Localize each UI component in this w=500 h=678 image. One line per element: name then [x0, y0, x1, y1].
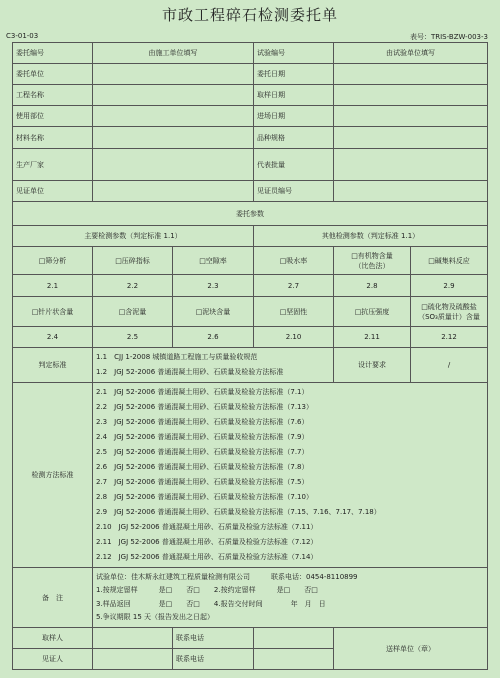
- method-standard-label: 检测方法标准: [13, 383, 93, 568]
- value-spec[interactable]: [334, 127, 488, 149]
- param-num: 2.5: [93, 327, 173, 348]
- method-standard-item: 2.8 JGJ 52-2006 普通混凝土用砂、石质量及检验方法标准（7.10）: [96, 493, 313, 501]
- label-use-part: 使用部位: [13, 106, 93, 127]
- param-num: 2.11: [334, 327, 411, 348]
- param-num: 2.9: [411, 275, 488, 297]
- method-standard-item: 2.2 JGJ 52-2006 普通混凝土用砂、石质量及检验方法标准（7.13）: [96, 403, 313, 411]
- value-manufacturer[interactable]: [93, 149, 254, 181]
- checkbox-sieve-analysis[interactable]: □筛分析: [13, 247, 93, 275]
- method-standard-list: [93, 383, 488, 568]
- param-num: 2.8: [334, 275, 411, 297]
- checkbox-compressive-strength[interactable]: □抗压强度: [334, 297, 411, 327]
- judge-standard-item: 1.1 CJJ 1-2008 城镇道路工程施工与质量验收规范: [96, 353, 258, 361]
- method-standard-item: 2.6 JGJ 52-2006 普通混凝土用砂、石质量及检验方法标准（7.8）: [96, 463, 309, 471]
- label-material-name: 材料名称: [13, 127, 93, 149]
- method-standard-item: 2.7 JGJ 52-2006 普通混凝土用砂、石质量及检验方法标准（7.5）: [96, 478, 309, 486]
- value-weituo-no[interactable]: 由施工单位填写: [93, 43, 254, 64]
- param-num: 2.12: [411, 327, 488, 348]
- value-shiyan-no[interactable]: 由试验单位填写: [334, 43, 488, 64]
- label-project-name: 工程名称: [13, 85, 93, 106]
- method-standard-item: 2.10 JGJ 52-2006 普通混凝土用砂、石质量及检验方法标准（7.11）: [96, 523, 318, 531]
- label-sample-date: 取样日期: [254, 85, 334, 106]
- value-witness-no[interactable]: [334, 181, 488, 202]
- checkbox-crushing-index[interactable]: □压碎指标: [93, 247, 173, 275]
- notes-line: 试验单位：佳木斯永红建筑工程质量检测有限公司 联系电话：0454-8110899: [96, 572, 358, 581]
- organic-content-label: □有机物含量: [351, 251, 393, 260]
- method-standard-item: 2.5 JGJ 52-2006 普通混凝土用砂、石质量及检验方法标准（7.7）: [96, 448, 309, 456]
- label-witness-no: 见证员编号: [254, 181, 334, 202]
- param-num: 2.3: [173, 275, 254, 297]
- label-manufacturer: 生产厂家: [13, 149, 93, 181]
- label-weituo-unit: 委托单位: [13, 64, 93, 85]
- checkbox-flaky-content[interactable]: □针片状含量: [13, 297, 93, 327]
- sampler-phone-value[interactable]: [254, 628, 334, 649]
- label-shiyan-no: 试验编号: [254, 43, 334, 64]
- value-weituo-date[interactable]: [334, 64, 488, 85]
- checkbox-soundness[interactable]: □坚固性: [254, 297, 334, 327]
- judge-standard-label: 判定标准: [13, 348, 93, 383]
- main-params-title: 主要检测参数（判定标准 1.1）: [13, 226, 254, 247]
- method-standard-item: 2.1 JGJ 52-2006 普通混凝土用砂、石质量及检验方法标准（7.1）: [96, 388, 309, 396]
- design-requirement-label: 设计要求: [334, 348, 411, 383]
- form-title: 市政工程碎石检测委托单: [161, 6, 338, 24]
- label-spec: 品种规格: [254, 127, 334, 149]
- judge-standard-list: [93, 348, 334, 383]
- checkbox-alkali-aggregate[interactable]: □碱集料反应: [411, 247, 488, 275]
- checkbox-sulfide-sulfate[interactable]: [411, 297, 488, 327]
- send-unit-stamp: 送样单位（章）: [334, 628, 488, 670]
- params-section-title: 委托参数: [13, 202, 488, 226]
- sampler-value[interactable]: [93, 628, 173, 649]
- value-rep-batch[interactable]: [334, 149, 488, 181]
- organic-content-method: （比色法）: [354, 261, 390, 270]
- param-num: 2.10: [254, 327, 334, 348]
- checkbox-organic-content[interactable]: [334, 247, 411, 275]
- value-project-name[interactable]: [93, 85, 254, 106]
- witness-phone-label: 联系电话: [173, 649, 254, 670]
- param-num: 2.1: [13, 275, 93, 297]
- notes-content: [93, 568, 488, 628]
- sampler-phone-label: 联系电话: [173, 628, 254, 649]
- value-weituo-unit[interactable]: [93, 64, 254, 85]
- design-requirement-value[interactable]: /: [411, 348, 488, 383]
- value-arrive-date[interactable]: [334, 106, 488, 127]
- param-num: 2.6: [173, 327, 254, 348]
- notes-label: 备 注: [13, 568, 93, 628]
- value-sample-date[interactable]: [334, 85, 488, 106]
- witness-phone-value[interactable]: [254, 649, 334, 670]
- label-weituo-date: 委托日期: [254, 64, 334, 85]
- value-material-name[interactable]: [93, 127, 254, 149]
- param-num: 2.2: [93, 275, 173, 297]
- method-standard-item: 2.12 JGJ 52-2006 普通混凝土用砂、石质量及检验方法标准（7.14）: [96, 553, 318, 561]
- commission-table: [12, 42, 488, 670]
- checkbox-clay-lump-content[interactable]: □泥块含量: [173, 297, 254, 327]
- notes-line: 3.样品返回 是□ 否□ 4.报告交付时间 年 月 日: [96, 599, 326, 608]
- sulfide-sulfate-unit: （SO₃质量计）含量: [418, 312, 480, 321]
- form-table-number: 表号：TRIS-BZW-003-3: [409, 33, 488, 41]
- witness-label: 见证人: [13, 649, 93, 670]
- method-standard-item: 2.3 JGJ 52-2006 普通混凝土用砂、石质量及检验方法标准（7.6）: [96, 418, 309, 426]
- sampler-label: 取样人: [13, 628, 93, 649]
- method-standard-item: 2.11 JGJ 52-2006 普通混凝土用砂、石质量及检验方法标准（7.12）: [96, 538, 318, 546]
- notes-line: 5.争议期限 15 天（报告发出之日起）: [96, 612, 215, 621]
- sulfide-sulfate-label: □硫化物及硫酸盐: [421, 302, 477, 311]
- checkbox-water-absorption[interactable]: □吸水率: [254, 247, 334, 275]
- label-weituo-no: 委托编号: [13, 43, 93, 64]
- method-standard-item: 2.9 JGJ 52-2006 普通混凝土用砂、石质量及检验方法标准（7.15、7.16、7.17、7.18）: [96, 508, 381, 516]
- label-arrive-date: 进场日期: [254, 106, 334, 127]
- label-rep-batch: 代表批量: [254, 149, 334, 181]
- other-params-title: 其他检测参数（判定标准 1.1）: [254, 226, 488, 247]
- value-witness-unit[interactable]: [93, 181, 254, 202]
- witness-value[interactable]: [93, 649, 173, 670]
- value-use-part[interactable]: [93, 106, 254, 127]
- judge-standard-item: 1.2 JGJ 52-2006 普通混凝土用砂、石质量及检验方法标准: [96, 368, 284, 376]
- param-num: 2.7: [254, 275, 334, 297]
- form-code: C3-01-03: [6, 32, 39, 40]
- label-witness-unit: 见证单位: [13, 181, 93, 202]
- method-standard-item: 2.4 JGJ 52-2006 普通混凝土用砂、石质量及检验方法标准（7.9）: [96, 433, 309, 441]
- checkbox-mud-content[interactable]: □含泥量: [93, 297, 173, 327]
- notes-line: 1.按规定留样 是□ 否□ 2.按约定留样 是□ 否□: [96, 586, 318, 595]
- checkbox-void-ratio[interactable]: □空隙率: [173, 247, 254, 275]
- param-num: 2.4: [13, 327, 93, 348]
